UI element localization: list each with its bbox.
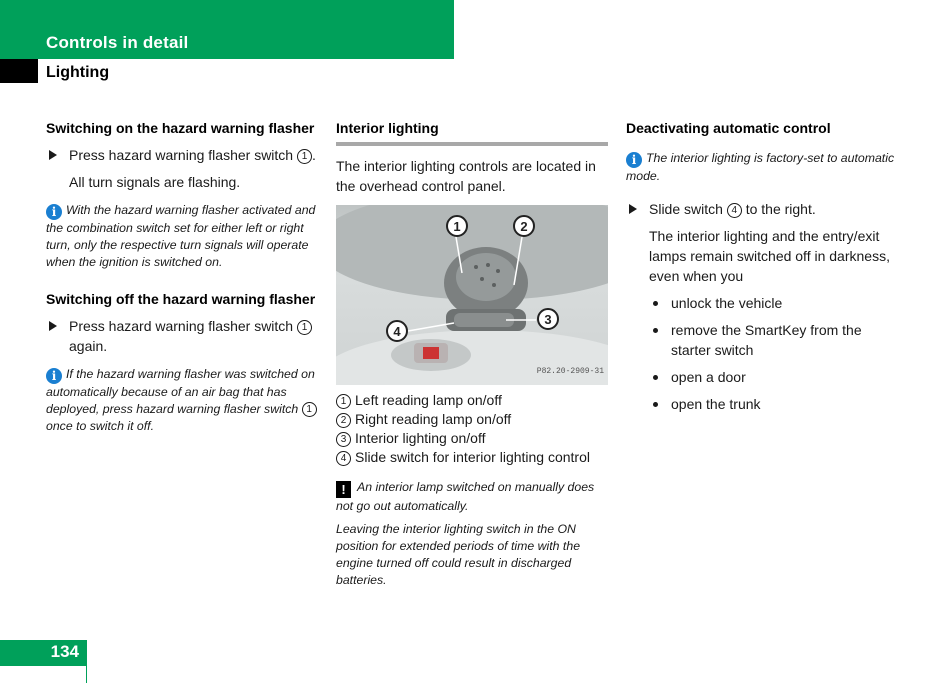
callout-number-icon: 1: [336, 394, 351, 409]
intro-text: The interior lighting controls are located in the overhead control panel.: [336, 158, 596, 194]
overhead-panel-photo: [336, 205, 608, 385]
info-icon: i: [46, 368, 62, 384]
callout-number-icon: 1: [297, 320, 312, 335]
step-text: Press hazard warning flasher switch: [69, 318, 294, 334]
step-text: Press hazard warning flasher switch: [69, 147, 294, 163]
note-text: The interior lighting is factory-set to automatic mode.: [626, 151, 895, 183]
chapter-title: Controls in detail: [46, 33, 189, 52]
step-end: again.: [69, 338, 108, 354]
step-slide-switch: [626, 199, 898, 219]
legend-text: Slide switch for interior lighting control: [355, 449, 590, 465]
list-item: unlock the vehicle: [626, 293, 898, 313]
list-item: open the trunk: [626, 394, 898, 414]
note-text: If the hazard warning flasher was switched on automatically because of an air bag that has deployed, press hazard warning flasher switch: [46, 367, 315, 416]
callout-number-icon: 1: [297, 149, 312, 164]
photo-code: P82.20-2909-31: [536, 367, 604, 376]
legend-item: [336, 448, 608, 467]
legend-text: Right reading lamp on/off: [355, 411, 512, 427]
result-hazard-on: All turn signals are flashing.: [69, 174, 241, 190]
callout-1: 1: [453, 219, 461, 234]
step-end: .: [312, 147, 316, 163]
list-item: open a door: [626, 367, 898, 387]
callout-4: 4: [393, 324, 401, 339]
arrow-right-icon: [49, 321, 57, 331]
list-item: remove the SmartKey from the starter switch: [626, 320, 898, 360]
heading-interior-lighting: Interior lighting: [336, 118, 608, 146]
heading-hazard-on: Switching on the hazard warning flasher: [46, 120, 315, 136]
callout-number-icon: 3: [336, 432, 351, 447]
warning-detail: Leaving the interior lighting switch in the ON position for extended periods of time with the engine turned off could result in discharged batteries.: [336, 522, 581, 587]
step-end: to the right.: [745, 201, 816, 217]
arrow-right-icon: [49, 150, 57, 160]
callout-number-icon: 1: [302, 402, 317, 417]
overhead-panel-illustration: [336, 205, 608, 385]
section-title: Lighting: [46, 64, 110, 81]
section-marker: [0, 59, 38, 83]
legend-item: [336, 410, 608, 429]
legend-item: [336, 391, 608, 410]
note-factory-set: [626, 150, 898, 185]
page-number-box: [0, 640, 87, 665]
column-automatic-control: [626, 118, 898, 414]
legend: [336, 391, 608, 467]
legend-text: Interior lighting on/off: [355, 430, 486, 446]
warning-icon: !: [336, 481, 351, 498]
note-text: With the hazard warning flasher activated and the combination switch set for either left or right turn, only the respective turn signals will operate when the ignition is switched on.: [46, 203, 316, 269]
info-icon: i: [46, 204, 62, 220]
legend-item: [336, 429, 608, 448]
result-text: The interior lighting and the entry/exit lamps remain switched off in darkness, even when you: [649, 228, 890, 284]
info-icon: i: [626, 152, 642, 168]
warning-note: [336, 479, 608, 515]
arrow-right-icon: [629, 204, 637, 214]
callout-number-icon: 4: [336, 451, 351, 466]
column-interior-lighting: [336, 118, 608, 589]
step-hazard-off: [46, 316, 318, 356]
heading-hazard-off: Switching off the hazard warning flasher: [46, 291, 316, 307]
page-number-underline: [0, 665, 87, 683]
callout-number-icon: 4: [727, 203, 742, 218]
column-hazard-flasher: [46, 118, 318, 435]
note-hazard-off: [46, 366, 318, 435]
callout-3: 3: [544, 312, 552, 327]
legend-text: Left reading lamp on/off: [355, 392, 502, 408]
callout-2: 2: [520, 219, 528, 234]
step-hazard-on: [46, 145, 318, 165]
heading-deactivating: Deactivating automatic control: [626, 120, 831, 136]
note-end: once to switch it off.: [46, 419, 154, 433]
page-number: 134: [50, 642, 79, 661]
condition-list: [626, 293, 898, 414]
note-hazard-on: [46, 202, 318, 271]
warning-text: An interior lamp switched on manually does not go out automatically.: [336, 480, 595, 513]
callout-number-icon: 2: [336, 413, 351, 428]
step-text: Slide switch: [649, 201, 723, 217]
